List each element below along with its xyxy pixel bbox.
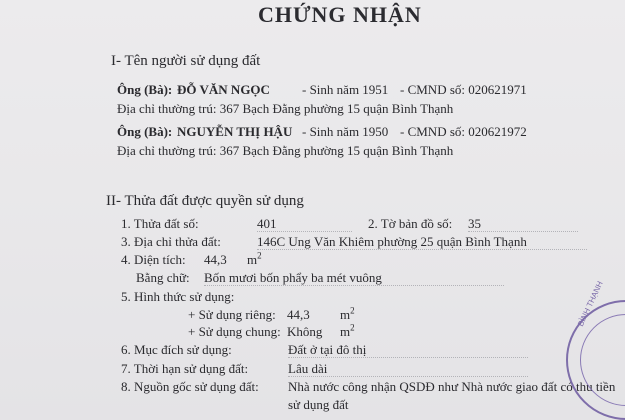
- private-use-label: + Sử dụng riêng:: [188, 307, 276, 322]
- shared-use-unit-sup: 2: [350, 322, 355, 333]
- area-unit-sup: 2: [257, 250, 262, 261]
- usage-term-label: 7. Thời hạn sử dụng đất:: [121, 361, 249, 376]
- map-sheet-value: 35: [468, 216, 578, 232]
- person-2-prefix: [117, 124, 172, 139]
- land-origin-label: 8. Nguồn gốc sử dụng đất:: [121, 379, 259, 394]
- shared-use-unit-m: m: [340, 324, 351, 339]
- area-unit-m: m: [247, 252, 258, 267]
- person-2-prefix-label: Ông (Bà):: [117, 124, 173, 139]
- area-in-words-value: Bốn mươi bốn phẩy ba mét vuông: [204, 270, 504, 286]
- person-1-address: Địa chỉ thường trú: 367 Bạch Đằng phường 15 quận Bình Thạnh: [117, 101, 454, 116]
- person-1-birth: - Sinh năm 1951: [302, 82, 389, 97]
- plot-number-value: 401: [257, 216, 352, 232]
- private-use-value: 44,3: [287, 307, 310, 322]
- private-use-unit-m: m: [340, 307, 351, 322]
- official-seal-text: BÌNH THẠNH: [576, 279, 605, 328]
- person-1-id: - CMND số: 020621971: [400, 82, 527, 97]
- usage-term-value: Lâu dài: [288, 361, 528, 377]
- usage-form-label: 5. Hình thức sử dụng:: [121, 289, 235, 304]
- shared-use-label: + Sử dụng chung:: [188, 324, 281, 339]
- area-in-words-label: Bằng chữ:: [136, 270, 190, 285]
- land-purpose-label: 6. Mục đích sử dụng:: [121, 342, 232, 357]
- area-label: 4. Diện tích:: [121, 252, 186, 267]
- document-title: CHỨNG NHẬN: [258, 2, 422, 27]
- map-sheet-label: 2. Tờ bản đồ số:: [368, 216, 453, 231]
- area-unit: [247, 252, 262, 267]
- official-seal-inner-ring: [580, 314, 625, 406]
- shared-use-value: Không: [287, 324, 323, 339]
- section-1-heading: I- Tên người sử dụng đất: [111, 53, 261, 69]
- person-2-birth: - Sinh năm 1950: [302, 124, 389, 139]
- plot-address-label: 3. Địa chỉ thửa đất:: [121, 234, 221, 249]
- private-use-unit-sup: 2: [350, 305, 355, 316]
- section-2-heading: II- Thửa đất được quyền sử dụng: [106, 193, 304, 209]
- private-use-unit: [340, 307, 355, 322]
- person-2-address: Địa chỉ thường trú: 367 Bạch Đằng phường 15 quận Bình Thạnh: [117, 143, 454, 158]
- plot-number-label: 1. Thửa đất số:: [121, 216, 199, 231]
- land-origin-value-line2: sử dụng đất: [288, 397, 349, 412]
- land-purpose-value: Đất ở tại đô thị: [288, 342, 528, 358]
- area-value: 44,3: [204, 252, 227, 267]
- shared-use-unit: [340, 324, 355, 339]
- person-2-name: NGUYỄN THỊ HẬU: [177, 124, 293, 139]
- person-1-name: ĐỖ VĂN NGỌC: [177, 82, 270, 97]
- land-origin-value: Nhà nước công nhận QSDĐ như Nhà nước giao đất có thu tiền: [288, 379, 616, 394]
- official-seal-stamp: [566, 279, 625, 420]
- person-2-id: - CMND số: 020621972: [400, 124, 527, 139]
- person-1-prefix-label: Ông (Bà):: [117, 82, 173, 97]
- person-1-prefix: [117, 82, 172, 97]
- plot-address-value: 146C Ung Văn Khiêm phường 25 quận Bình Thạnh: [257, 234, 587, 250]
